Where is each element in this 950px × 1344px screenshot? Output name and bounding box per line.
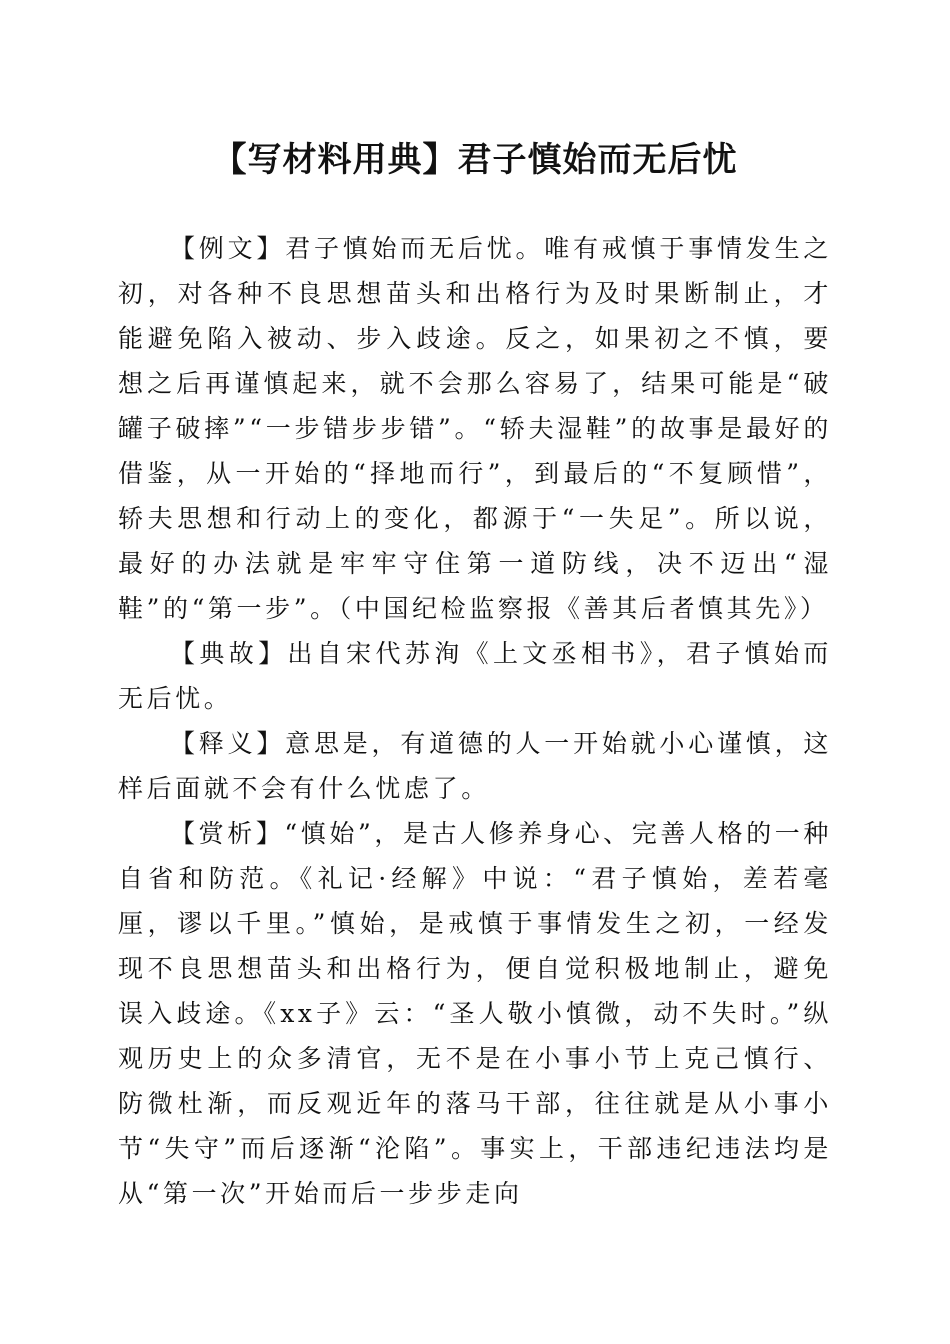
document-title: 【写材料用典】君子慎始而无后忧 — [212, 140, 738, 180]
document-body — [118, 226, 832, 1216]
paragraph-allusion: 【典故】出自宋代苏洵《上文丞相书》，君子慎始而无后忧。 — [118, 639, 832, 713]
paragraph-example: 【例文】君子慎始而无后忧。唯有戒慎于事情发生之初，对各种不良思想苗头和出格行为及时果断制止，才能避免陷入被动、步入歧途。反之，如果初之不慎，要想之后再谨慎起来，就不会那么容易了，结果可能是“破罐子破摔”“一步错步步错”。“轿夫湿鞋”的故事是最好的借鉴，从一开始的“择地而行”，到最后的“不复顾惜”，轿夫思想和行动上的变化，都源于“一失足”。所以说，最好的办法就是牢牢守住第一道防线，决不迈出“湿鞋”的“第一步”。（中国纪检监察报《善其后者慎其先》） — [118, 234, 832, 623]
paragraph-meaning: 【释义】意思是，有道德的人一开始就小心谨慎，这样后面就不会有什么忧虑了。 — [118, 729, 832, 803]
paragraph-appreciation: 【赏析】“慎始”，是古人修养身心、完善人格的一种自省和防范。《礼记·经解》中说：“君子慎始，差若毫厘，谬以千里。”慎始，是戒慎于事情发生之初，一经发现不良思想苗头和出格行为，便自觉积极地制止，避免误入歧途。《xx子》云：“圣人敬小慎微，动不失时。”纵观历史上的众多清官，无不是在小事小节上克己慎行、防微杜渐，而反观近年的落马干部，往往就是从小事小节“失守”而后逐渐“沦陷”。事实上，干部违纪违法均是从“第一次”开始而后一步步走向 — [118, 819, 832, 1208]
